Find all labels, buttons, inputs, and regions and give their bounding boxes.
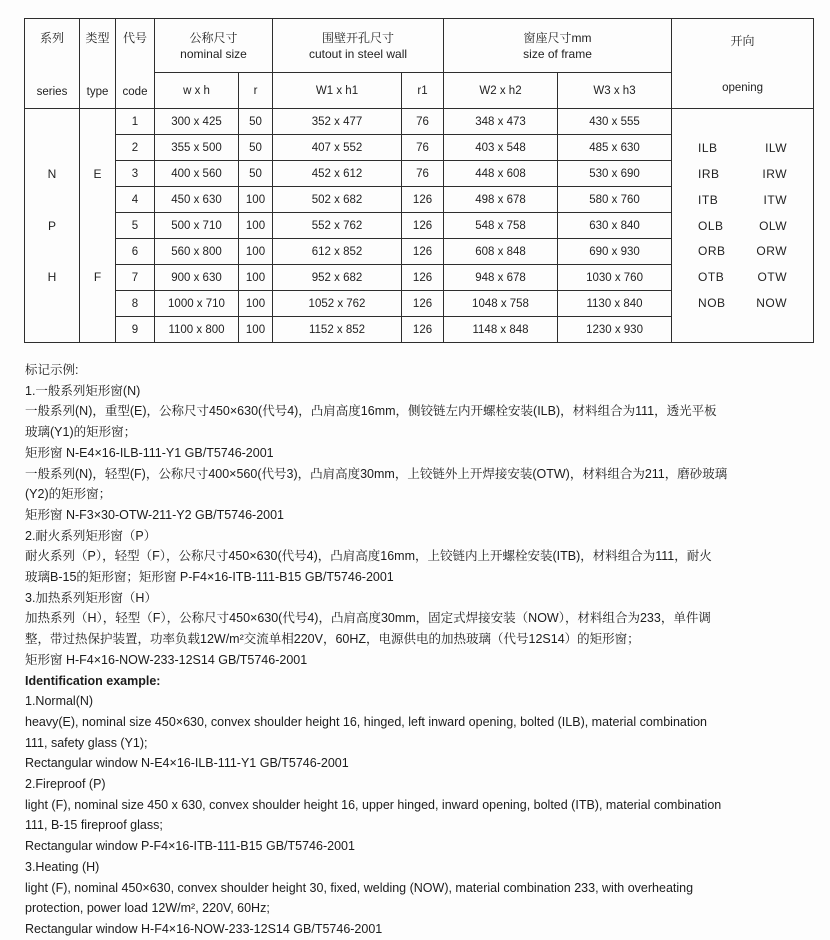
cell-code: 4 [116,187,155,213]
note-line: 一般系列(N)，轻型(F)，公称尺寸400×560(代号3)，凸肩高度30mm，上铰链外上开焊接安装(OTW)，材料组合为211，磨砂玻璃 [25,466,728,481]
cell-w1h1: 1152 x 852 [273,317,402,343]
cell-wh: 300 x 425 [155,109,239,135]
cell-code: 2 [116,135,155,161]
note-line-identification-example: Identification example: [25,673,161,688]
cell-w2h2: 1048 x 758 [444,291,558,317]
cell-w1h1: 612 x 852 [273,239,402,265]
note-line: 整，带过热保护装置，功率负载12W/m²交流单相220V，60HZ，电源供电的加热玻璃（代号12S14）的矩形窗； [25,632,640,647]
header-cutout-zh: 围壁开孔尺寸 [322,30,395,45]
type-label-f: F [93,270,102,285]
header-r1: r1 [402,73,444,109]
cell-w1h1: 952 x 682 [273,265,402,291]
cell-w2h2: 948 x 678 [444,265,558,291]
cell-w2h2: 403 x 548 [444,135,558,161]
cell-w3h3: 1130 x 840 [558,291,672,317]
note-line: 矩形窗 N-F3×30-OTW-211-Y2 GB/T5746-2001 [25,507,285,522]
note-line: 玻璃(Y1)的矩形窗； [25,425,137,440]
opening-pair [672,270,813,284]
cell-r1: 126 [402,265,444,291]
cell-r1: 76 [402,109,444,135]
cell-w3h3: 630 x 840 [558,213,672,239]
note-line: 矩形窗 N-E4×16-ILB-111-Y1 GB/T5746-2001 [25,445,274,460]
cell-r: 100 [239,317,273,343]
cell-w2h2: 1148 x 848 [444,317,558,343]
note-line: 加热系列（H），轻型（F），公称尺寸450×630(代号4)，凸肩高度30mm，固定式焊接安装（NOW），材料组合为233，单件调 [25,611,711,626]
header-w2xh2: W2 x h2 [444,73,558,109]
opening-pair [672,193,813,207]
cell-wh: 450 x 630 [155,187,239,213]
cell-wh: 1100 x 800 [155,317,239,343]
cell-r1: 126 [402,239,444,265]
cell-code: 8 [116,291,155,317]
header-cutout [273,19,444,73]
cell-w2h2: 348 x 473 [444,109,558,135]
header-nominal-zh: 公称尺寸 [189,30,238,45]
opening-code-bolted: ORB [698,244,726,259]
opening-pair [672,219,813,233]
cell-w1h1: 452 x 612 [273,161,402,187]
note-line: 111, safety glass (Y1); [25,735,148,750]
type-column [80,109,116,343]
cell-code: 6 [116,239,155,265]
cell-r1: 126 [402,291,444,317]
note-line: 1.Normal(N) [25,694,94,709]
cell-w2h2: 548 x 758 [444,213,558,239]
cell-wh: 500 x 710 [155,213,239,239]
opening-code-bolted: OTB [698,270,725,285]
note-line: light (F), nominal size 450 x 630, convex shoulder height 16, upper hinged, inward opening, bolted (ITB), material combination [25,797,722,812]
note-line: light (F), nominal 450×630, convex shoulder height 30, fixed, welding (NOW), material combination 233, with overheating [25,880,694,895]
cell-wh: 355 x 500 [155,135,239,161]
header-frame [444,19,672,73]
header-w3xh3: W3 x h3 [558,73,672,109]
note-line: 耐火系列（P），轻型（F），公称尺寸450×630(代号4)，凸肩高度16mm，上铰链内上开螺栓安装(ITB)，材料组合为111，耐火 [25,549,712,564]
note-line: 标记示例: [25,363,79,377]
opening-code-bolted: OLB [698,218,724,233]
header-nominal-size [155,19,273,73]
cell-wh: 900 x 630 [155,265,239,291]
opening-code-welded: ITW [763,192,788,207]
note-line: 2.Fireproof (P) [25,777,106,792]
header-opening-zh: 开向 [730,33,755,48]
cell-wh: 560 x 800 [155,239,239,265]
header-frame-zh: 窗座尺寸mm [523,30,592,45]
cell-r: 50 [239,109,273,135]
cell-r1: 76 [402,135,444,161]
header-nominal-en: nominal size [180,46,247,61]
opening-pair [672,141,813,155]
note-line: 3.Heating (H) [25,859,100,874]
header-series-zh: 系列 [39,30,64,45]
cell-w2h2: 498 x 678 [444,187,558,213]
header-code-zh: 代号 [122,30,147,45]
cell-r: 50 [239,161,273,187]
opening-code-welded: ILW [765,140,788,155]
opening-code-welded: OLW [759,218,788,233]
cell-w1h1: 352 x 477 [273,109,402,135]
note-line: 矩形窗 H-F4×16-NOW-233-12S14 GB/T5746-2001 [25,652,308,667]
cell-w1h1: 552 x 762 [273,213,402,239]
cell-r1: 126 [402,213,444,239]
cell-w3h3: 580 x 760 [558,187,672,213]
window-spec-table [24,18,814,343]
opening-code-welded: IRW [762,166,788,181]
opening-pair [672,296,813,310]
header-type-en: type [86,85,109,98]
cell-r: 50 [239,135,273,161]
note-line: 2.耐火系列矩形窗（P） [25,528,157,543]
cell-r: 100 [239,239,273,265]
note-line: Rectangular window H-F4×16-NOW-233-12S14 GB/T5746-2001 [25,921,383,936]
note-line: 一般系列(N)，重型(E)，公称尺寸450×630(代号4)，凸肩高度16mm，侧铰链左内开螺栓安装(ILB)，材料组合为111，透光平板 [25,404,717,419]
note-line: heavy(E), nominal size 450×630, convex shoulder height 16, hinged, left inward opening, bolted (ILB), material combination [25,714,708,729]
series-label-h: H [47,270,57,285]
type-label-e: E [93,166,102,181]
opening-code-bolted: ITB [698,192,719,207]
cell-w2h2: 448 x 608 [444,161,558,187]
cell-w3h3: 1030 x 760 [558,265,672,291]
cell-code: 1 [116,109,155,135]
opening-code-bolted: IRB [698,166,720,181]
cell-w3h3: 485 x 630 [558,135,672,161]
series-label-p: P [47,218,56,233]
series-column [25,109,80,343]
cell-w1h1: 1052 x 762 [273,291,402,317]
opening-pair [672,167,813,181]
cell-r1: 76 [402,161,444,187]
header-w1xh1: W1 x h1 [273,73,402,109]
cell-code: 5 [116,213,155,239]
cell-r: 100 [239,187,273,213]
note-line: (Y2)的矩形窗； [25,487,112,502]
identification-notes [25,360,813,940]
cell-w1h1: 407 x 552 [273,135,402,161]
note-line: protection, power load 12W/m², 220V, 60Hz; [25,901,270,916]
cell-w1h1: 502 x 682 [273,187,402,213]
series-label-n: N [47,166,57,181]
opening-code-bolted: ILB [698,140,718,155]
opening-code-welded: ORW [756,244,788,259]
cell-code: 9 [116,317,155,343]
note-line: Rectangular window P-F4×16-ITB-111-B15 GB/T5746-2001 [25,839,355,854]
header-code [116,19,155,109]
cell-w3h3: 530 x 690 [558,161,672,187]
header-series-en: series [36,85,68,98]
opening-pair [672,244,813,258]
cell-r: 100 [239,265,273,291]
cell-code: 3 [116,161,155,187]
cell-r: 100 [239,291,273,317]
opening-column [672,109,814,343]
header-cutout-en: cutout in steel wall [308,46,408,61]
cell-w3h3: 430 x 555 [558,109,672,135]
opening-code-welded: OTW [757,270,788,285]
cell-code: 7 [116,265,155,291]
cell-w2h2: 608 x 848 [444,239,558,265]
opening-code-bolted: NOB [698,296,726,311]
cell-r: 100 [239,213,273,239]
cell-wh: 400 x 560 [155,161,239,187]
cell-w3h3: 1230 x 930 [558,317,672,343]
header-frame-en: size of frame [523,46,592,61]
cell-r1: 126 [402,187,444,213]
header-type [80,19,116,109]
header-series [25,19,80,109]
header-opening-en: opening [722,81,763,94]
note-line: Rectangular window N-E4×16-ILB-111-Y1 GB/T5746-2001 [25,756,349,771]
header-type-zh: 类型 [85,30,110,45]
cell-wh: 1000 x 710 [155,291,239,317]
table-row [25,109,814,135]
opening-code-welded: NOW [756,296,788,311]
cell-w3h3: 690 x 930 [558,239,672,265]
header-code-en: code [122,85,148,98]
header-wxh: w x h [155,73,239,109]
header-opening [672,19,814,109]
note-line: 3.加热系列矩形窗（H） [25,590,157,605]
header-r: r [239,73,273,109]
note-line: 111, B-15 fireproof glass; [25,818,163,833]
note-line: 1.一般系列矩形窗(N) [25,383,141,398]
note-line: 玻璃B-15的矩形窗；矩形窗 P-F4×16-ITB-111-B15 GB/T5746-2001 [25,570,394,585]
cell-r1: 126 [402,317,444,343]
